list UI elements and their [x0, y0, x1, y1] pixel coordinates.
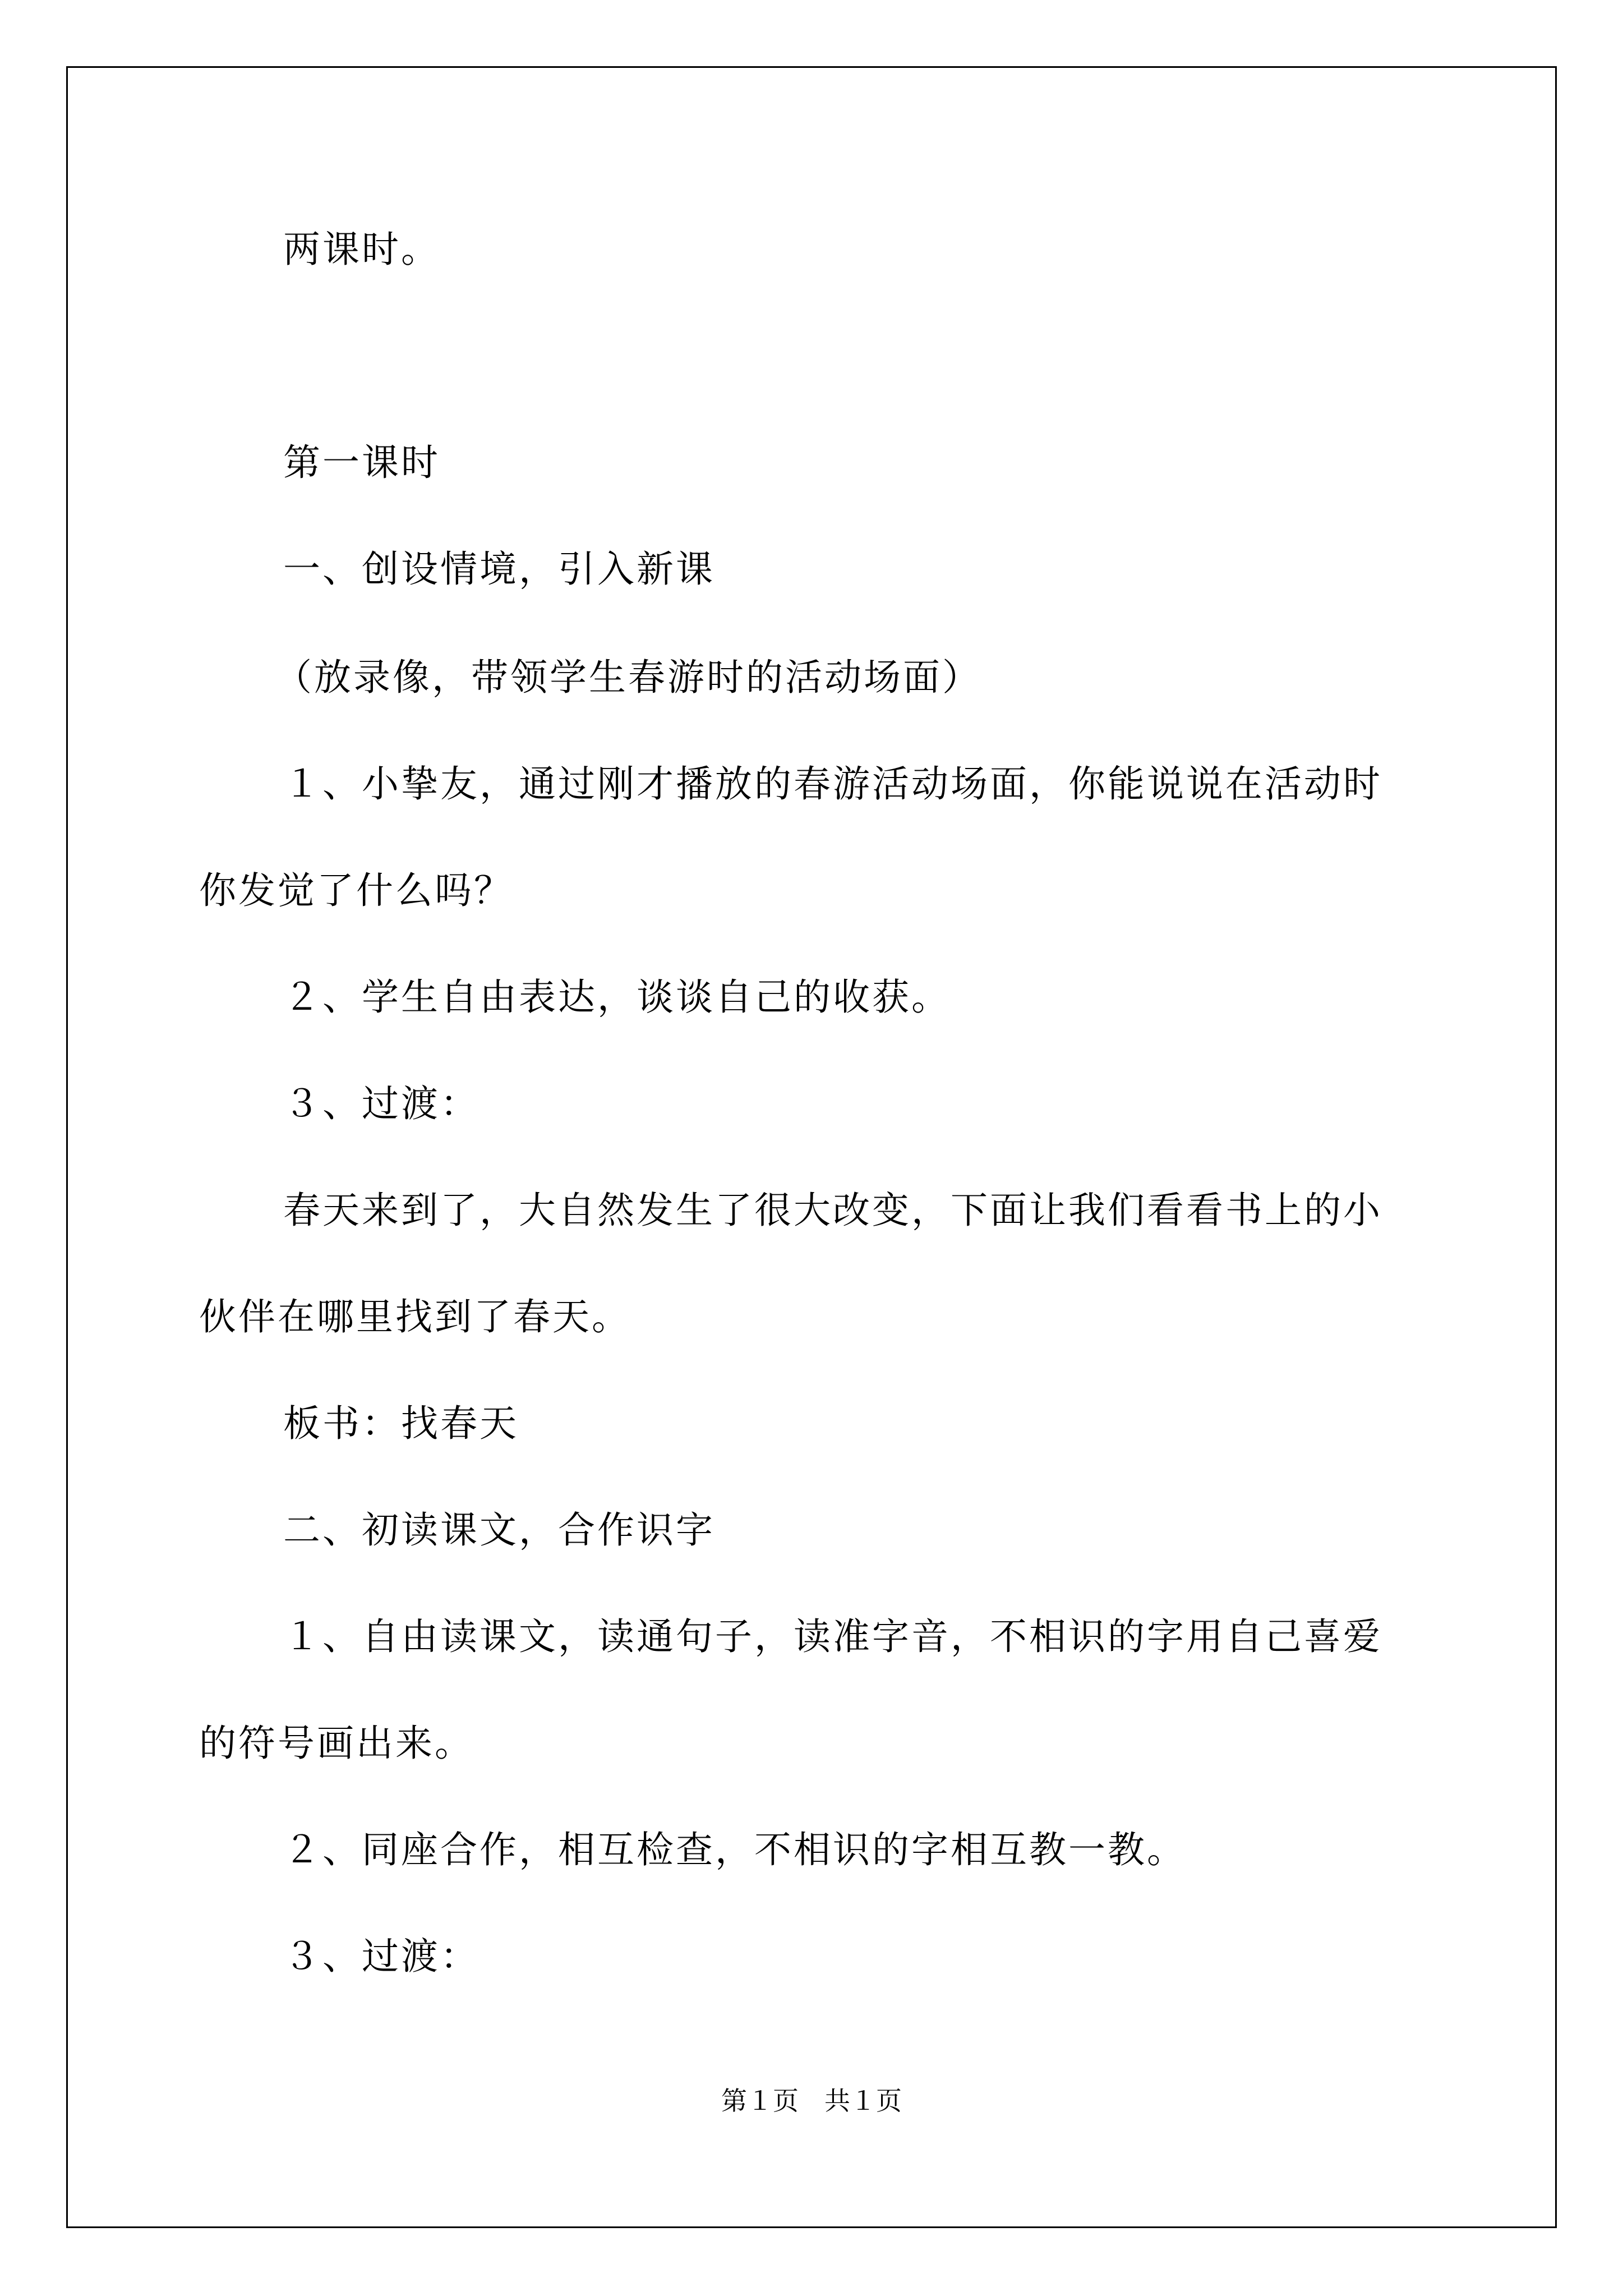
paragraph-transition-cont: 伙伴在哪里找到了春天。: [199, 1295, 631, 1338]
paragraph-step-3b: ３、过渡：: [283, 1935, 479, 1978]
paragraph-step-1b-cont: 的符号画出来。: [199, 1722, 474, 1765]
page-border: [66, 66, 1557, 2228]
section-heading-2: 二、初读课文，合作识字: [283, 1508, 715, 1552]
section-heading-1: 一、创设情境，引入新课: [283, 547, 715, 591]
paragraph-video-note: （放录像，带领学生春游时的活动场面）: [275, 656, 981, 699]
paragraph-step-1a: １、小挚友，通过刚才播放的春游活动场面，你能说说在活动时: [283, 762, 1382, 806]
page-footer: 第１页 共１页: [721, 2086, 902, 2116]
paragraph-step-1b: １、自由读课文，读通句子，读准字音，不相识的字用自己喜爱: [283, 1615, 1382, 1658]
paragraph-lesson-title: 第一课时: [283, 441, 440, 484]
paragraph-step-2b: ２、同座合作，相互检查，不相识的字相互教一教。: [283, 1828, 1186, 1871]
paragraph-step-1a-cont: 你发觉了什么吗？: [199, 869, 513, 912]
paragraph-class-hours: 两课时。: [283, 228, 440, 271]
paragraph-transition: 春天来到了，大自然发生了很大改变，下面让我们看看书上的小: [283, 1189, 1382, 1232]
paragraph-step-3a: ３、过渡：: [283, 1082, 479, 1125]
paragraph-blackboard: 板书：找春天: [283, 1402, 519, 1445]
paragraph-step-2a: ２、学生自由表达，谈谈自己的收获。: [283, 976, 951, 1019]
